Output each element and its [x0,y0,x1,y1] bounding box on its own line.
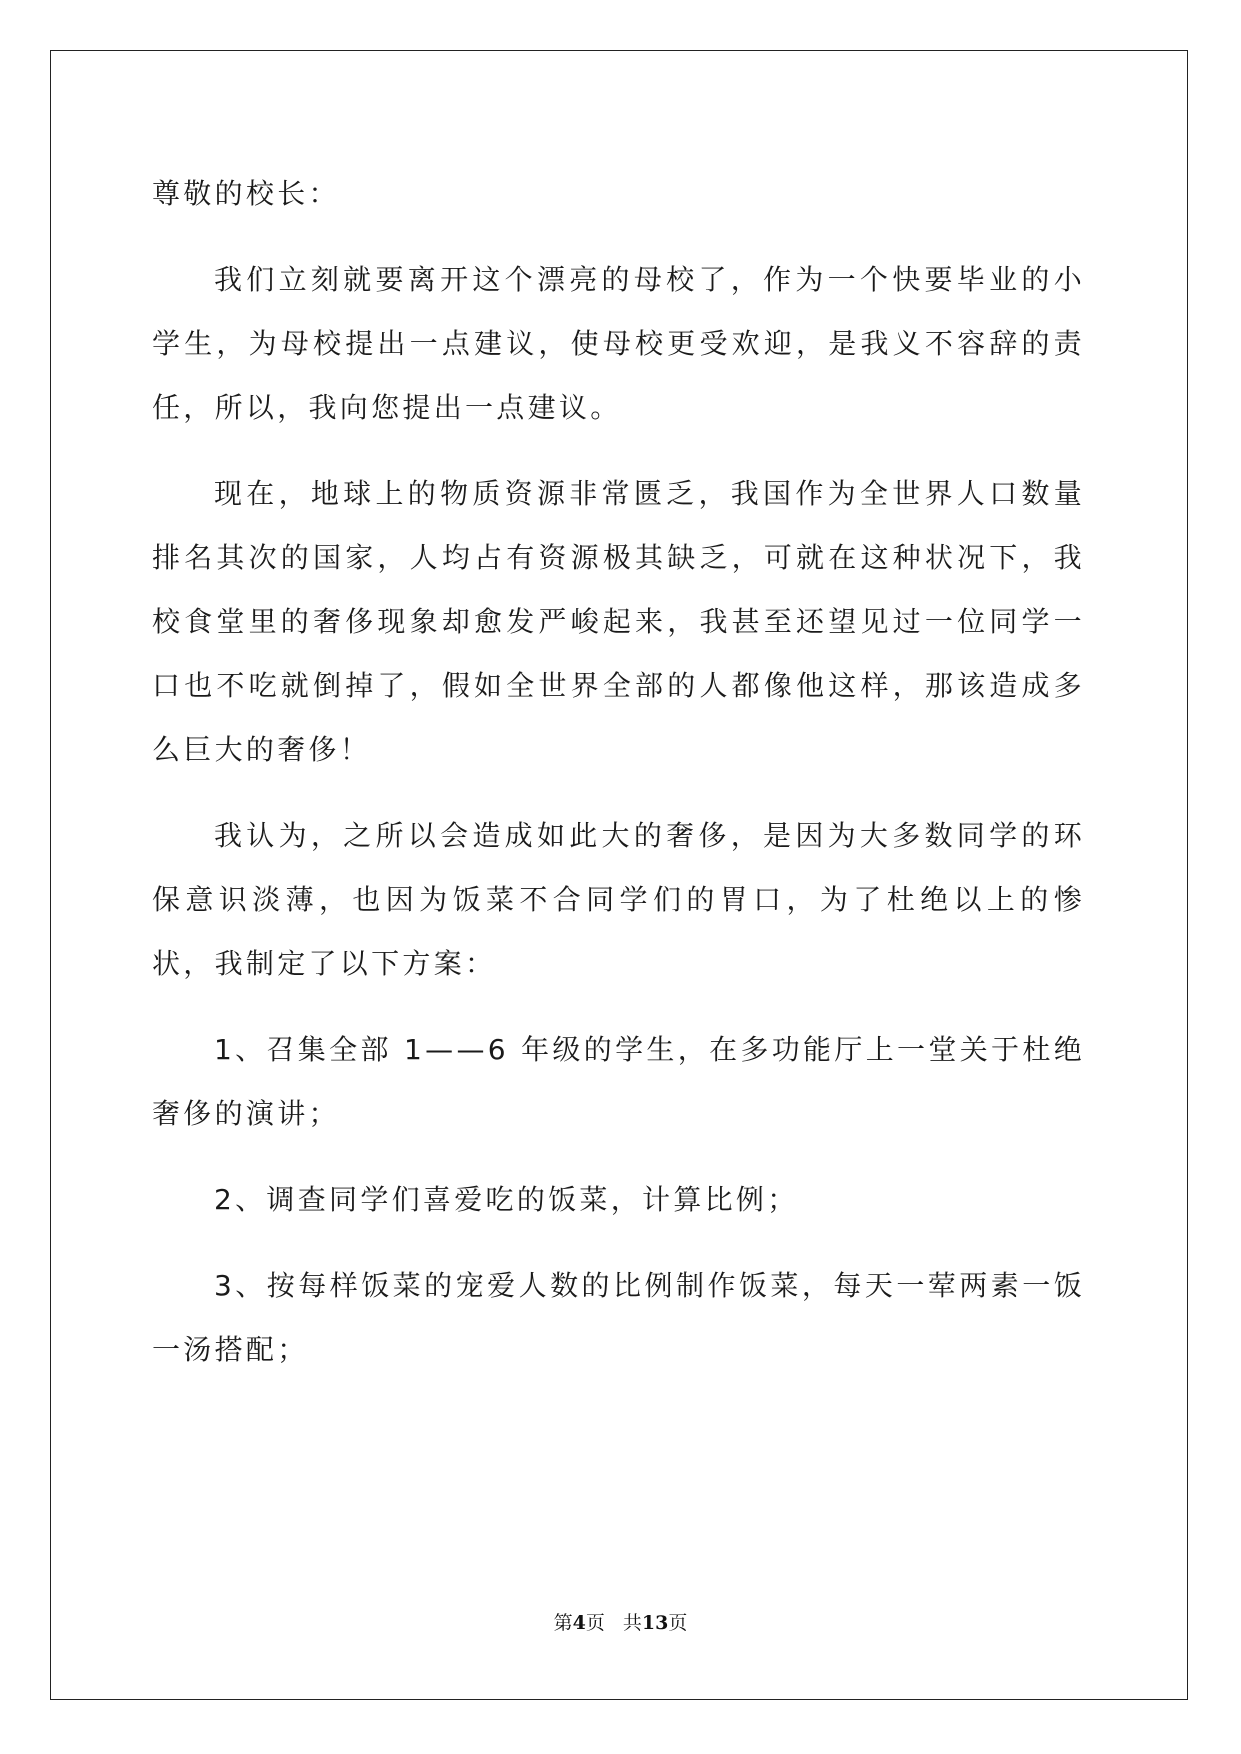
salutation: 尊敬的校长： [152,177,340,210]
plan-item-3: 3、按每样饭菜的宠爱人数的比例制作饭菜，每天一荤两素一饭一汤搭配； [152,1269,1085,1366]
paragraph-reason: 我认为，之所以会造成如此大的奢侈，是因为大多数同学的环保意识淡薄，也因为饭菜不合同学们的胃口，为了杜绝以上的惨状，我制定了以下方案： [152,819,1085,980]
page-number: 4 [572,1612,586,1634]
total-suffix: 页 [668,1612,688,1634]
page-suffix: 页 [585,1612,605,1634]
plan-item-2: 2、调查同学们喜爱吃的饭菜，计算比例； [214,1183,799,1216]
page-prefix: 第 [553,1612,573,1634]
letter-body [152,162,1085,1404]
paragraph-situation: 现在，地球上的物质资源非常匮乏，我国作为全世界人口数量排名其次的国家，人均占有资源极其缺乏，可就在这种状况下，我校食堂里的奢侈现象却愈发严峻起来，我甚至还望见过一位同学一口也不吃就倒掉了，假如全世界全部的人都像他这样，那该造成多么巨大的奢侈！ [152,477,1085,766]
page-footer [0,1608,1241,1635]
total-prefix: 共 [622,1612,642,1634]
plan-item-1: 1、召集全部 1——6 年级的学生，在多功能厅上一堂关于杜绝奢侈的演讲； [152,1033,1085,1130]
paragraph-intro: 我们立刻就要离开这个漂亮的母校了，作为一个快要毕业的小学生，为母校提出一点建议，使母校更受欢迎，是我义不容辞的责任，所以，我向您提出一点建议。 [152,263,1085,424]
total-pages: 13 [641,1612,669,1634]
